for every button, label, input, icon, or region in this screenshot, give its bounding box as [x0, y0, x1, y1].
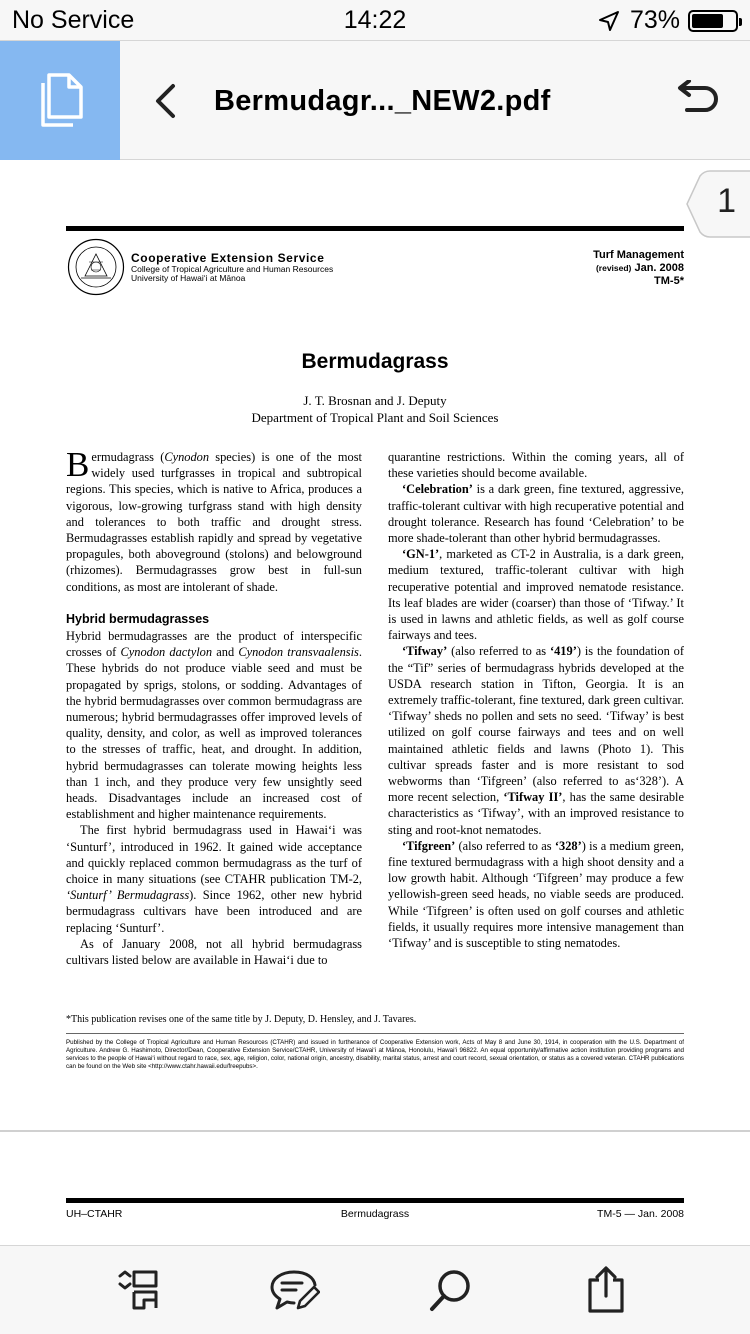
- drop-cap: B: [66, 445, 90, 484]
- text-run: ermudagrass (: [91, 450, 165, 464]
- document-viewer[interactable]: [0, 160, 750, 1245]
- document-icon: [35, 71, 85, 131]
- series-name: Turf Management: [593, 249, 684, 261]
- organization-name: Cooperative Extension Service: [131, 251, 325, 265]
- left-column: [66, 445, 362, 968]
- organization-college: College of Tropical Agriculture and Human Resources: [131, 264, 334, 274]
- authors-block: [0, 392, 750, 426]
- undo-button[interactable]: [666, 75, 722, 125]
- annotate-button[interactable]: [266, 1264, 322, 1316]
- text-run: (also referred to as: [455, 838, 555, 853]
- paragraph: [66, 628, 362, 822]
- battery-tip: [739, 18, 742, 26]
- text-run: The first hybrid bermudagrass used in Hawai‘i was ‘Sunturf’, introduced in 1962. It gained wide acceptance and quickly replaced common bermudagrass as the turf of choice in many situations (see CTAHR publication TM-2,: [66, 823, 362, 887]
- running-header-left: UH–CTAHR: [66, 1208, 123, 1220]
- italic-run: Cynodon: [164, 450, 210, 464]
- running-header-center: Bermudagrass: [340, 1208, 410, 1220]
- paragraph: [388, 481, 684, 546]
- top-toolbar: [0, 40, 750, 160]
- paragraph: As of January 2008, not all hybrid bermudagrass cultivars listed below are available in Hawai‘i due to: [66, 936, 362, 968]
- undo-icon: [669, 80, 719, 120]
- text-run: species) is one of the most widely used turfgrasses in tropical and subtropical regions. This species, which is native to Africa, produces a vigorous, low-growing turfgrass stand with high density and tolerances to both traffic and drought stress. Bermudagrasses establish rapidly and spread by vegetative propagules, both aboveground (stolons) and belowground (rhizomes). Bermudagrasses grow best in full-sun conditions, as most are intolerant of shade.: [66, 450, 362, 594]
- text-run: ) is a medium green, fine textured bermudagrass with a high shoot density and a low growth habit. Although ‘Tifgreen’ may produce a few yellowish-green seed heads, no viable seeds are produced. While ‘Tifgreen’ is often used on golf courses and athletic fields, it usually requires more intensive management than ‘Tifway’ and is susceptible to sting nematodes.: [388, 838, 684, 951]
- text-run: ) is the foundation of the “Tif” series of bermudagrass hybrids developed at the USDA research station in Tifton, Georgia. It is an extremely traffic-tolerant, fine textured, dark green cultivar. ‘Tifway’ sheds no pollen and sets no seed. ‘Tifway’ is best utilized on golf course fairways and tees and on well maintained athletic fields and lawns (Photo 1). This cultivar spreads faster and is more resistant to sod webworms than ‘Tifgreen’ (also referred to as‘328’). A more recent selection,: [388, 644, 684, 805]
- bold-run: ‘328’: [554, 838, 582, 853]
- text-run: , has the same desirable characteristics as ‘Tifway’, with an improved resistance to sting and root-knot nematodes.: [388, 790, 684, 837]
- publication-date: Jan. 2008: [634, 262, 684, 274]
- status-bar: [0, 0, 750, 40]
- bottom-toolbar: [0, 1245, 750, 1334]
- paragraph: quarantine restrictions. Within the coming years, all of these varieties should become available.: [388, 450, 684, 481]
- text-run: and: [212, 645, 239, 660]
- department: Department of Tropical Plant and Soil Sciences: [251, 410, 499, 425]
- pdf-header-rule: [66, 226, 684, 231]
- italic-run: Cynodon dactylon: [120, 645, 213, 660]
- battery-percent: 73%: [629, 6, 680, 34]
- series-block: [593, 249, 684, 288]
- italic-run: ‘Sunturf’ Bermudagrass: [66, 888, 190, 903]
- publisher-fine-print: Published by the College of Tropical Agriculture and Human Resources (CTAHR) and issued in furtherance of Cooperative Extension work, Acts of May 8 and June 30, 1914, in cooperation with the U.S. Department of Agriculture. Andrew G. Hashimoto, Director/Dean, Cooperative Extension Service/CTAHR, University of Hawai‘i at Mānoa, Honolulu, Hawai‘i 96822. An equal opportunity/affirmative action institution providing programs and services to the people of Hawai‘i without regard to race, sex, age, religion, color, national origin, ancestry, disability, marital status, arrest and court record, sexual orientation, or status as a covered veteran. CTAHR publications can be found on the Web site <http://www.ctahr.hawaii.edu/freepubs>.: [66, 1039, 684, 1070]
- back-chevron-icon: [153, 83, 177, 119]
- revised-label: (revised): [595, 263, 632, 273]
- search-button[interactable]: [422, 1264, 478, 1316]
- bold-run: ‘Tifway’: [402, 644, 448, 659]
- thumbnails-icon: [116, 1268, 164, 1312]
- document-title: Bermudagr..._NEW2.pdf: [214, 85, 551, 117]
- bold-run: ‘419’: [549, 644, 577, 659]
- university-seal-icon: [67, 238, 125, 296]
- text-run: ). Since 1962, other new hybrid bermudagrass cultivars have been introduced and are replacing ‘Sunturf’.: [66, 888, 362, 935]
- paragraph: [388, 838, 684, 951]
- page-divider: [0, 1130, 750, 1132]
- footnote-rule: [66, 1033, 684, 1034]
- text-run: . These hybrids do not produce viable seed and must be propagated by sprigs, stolons, or sodding. Advantages of the hybrid bermudagrasses over common bermudagrass are numerous; hybrid bermudagrasses offer improved levels of quality, density, and color, as well as improved tolerances to the stresses of traffic, heat, and drought. In addition, hybrid bermudagrasses can tolerate mowing heights less than 1 inch, and they produce very few unsightly seed heads. Disadvantages include an increased cost of establishment and higher maintenance requirements.: [66, 645, 362, 822]
- publication-code: TM-5*: [654, 275, 684, 287]
- text-run: , marketed as CT-2 in Australia, is a dark green, medium textured, traffic-tolerant cultivar with high recuperative potential and improved nematode resistance. Its leaf blades are wider (coarser) than those of ‘Tifway.’ It is used in lawns and athletic fields, as well as golf course fairways and tees.: [388, 547, 684, 643]
- revision-line: [593, 262, 684, 275]
- page-number: 1: [717, 182, 736, 220]
- running-header-right: TM-5 — Jan. 2008: [597, 1208, 684, 1220]
- organization-block: [131, 251, 333, 283]
- share-icon: [586, 1266, 626, 1314]
- documents-button[interactable]: [0, 41, 120, 160]
- location-arrow-icon: [598, 10, 620, 32]
- organization-university: University of Hawai‘i at Mānoa: [131, 273, 246, 283]
- intro-paragraph: [66, 445, 362, 595]
- section-heading: Hybrid bermudagrasses: [66, 611, 210, 626]
- bold-run: ‘Celebration’: [402, 482, 473, 497]
- status-right: [598, 6, 738, 35]
- italic-run: Cynodon transvaalensis: [238, 645, 359, 660]
- search-icon: [427, 1267, 473, 1313]
- bold-run: ‘Tifway II’: [503, 790, 563, 805]
- bold-run: ‘GN-1’: [402, 547, 440, 562]
- paragraph: [66, 822, 362, 935]
- authors: J. T. Brosnan and J. Deputy: [303, 393, 447, 408]
- right-column: [388, 449, 684, 951]
- paragraph: [388, 546, 684, 643]
- text-run: (also referred to as: [447, 644, 550, 659]
- bold-run: ‘Tifgreen’: [402, 838, 456, 853]
- back-button[interactable]: [140, 71, 190, 131]
- carrier-label: No Service: [12, 6, 135, 34]
- thumbnails-button[interactable]: [112, 1264, 168, 1316]
- annotate-icon: [268, 1268, 320, 1312]
- share-button[interactable]: [578, 1264, 634, 1316]
- text-run: is a dark green, fine textured, aggressive, traffic-tolerant cultivar with high recuperative potential and drought tolerance. Research has found ‘Celebration’ to be more shade-tolerant than other hybrid bermudagrasses.: [388, 482, 684, 546]
- pdf-title: Bermudagrass: [301, 350, 449, 373]
- footnote: *This publication revises one of the same title by J. Deputy, D. Hensley, and J. Tavares.: [66, 1014, 417, 1025]
- battery-icon: [688, 10, 738, 32]
- paragraph: [388, 643, 684, 837]
- clock: 14:22: [343, 6, 407, 34]
- battery-fill: [692, 14, 723, 28]
- text-run: Hybrid bermudagrasses are the product of interspecific crosses of: [66, 629, 362, 660]
- page-2-header-rule: [66, 1198, 684, 1203]
